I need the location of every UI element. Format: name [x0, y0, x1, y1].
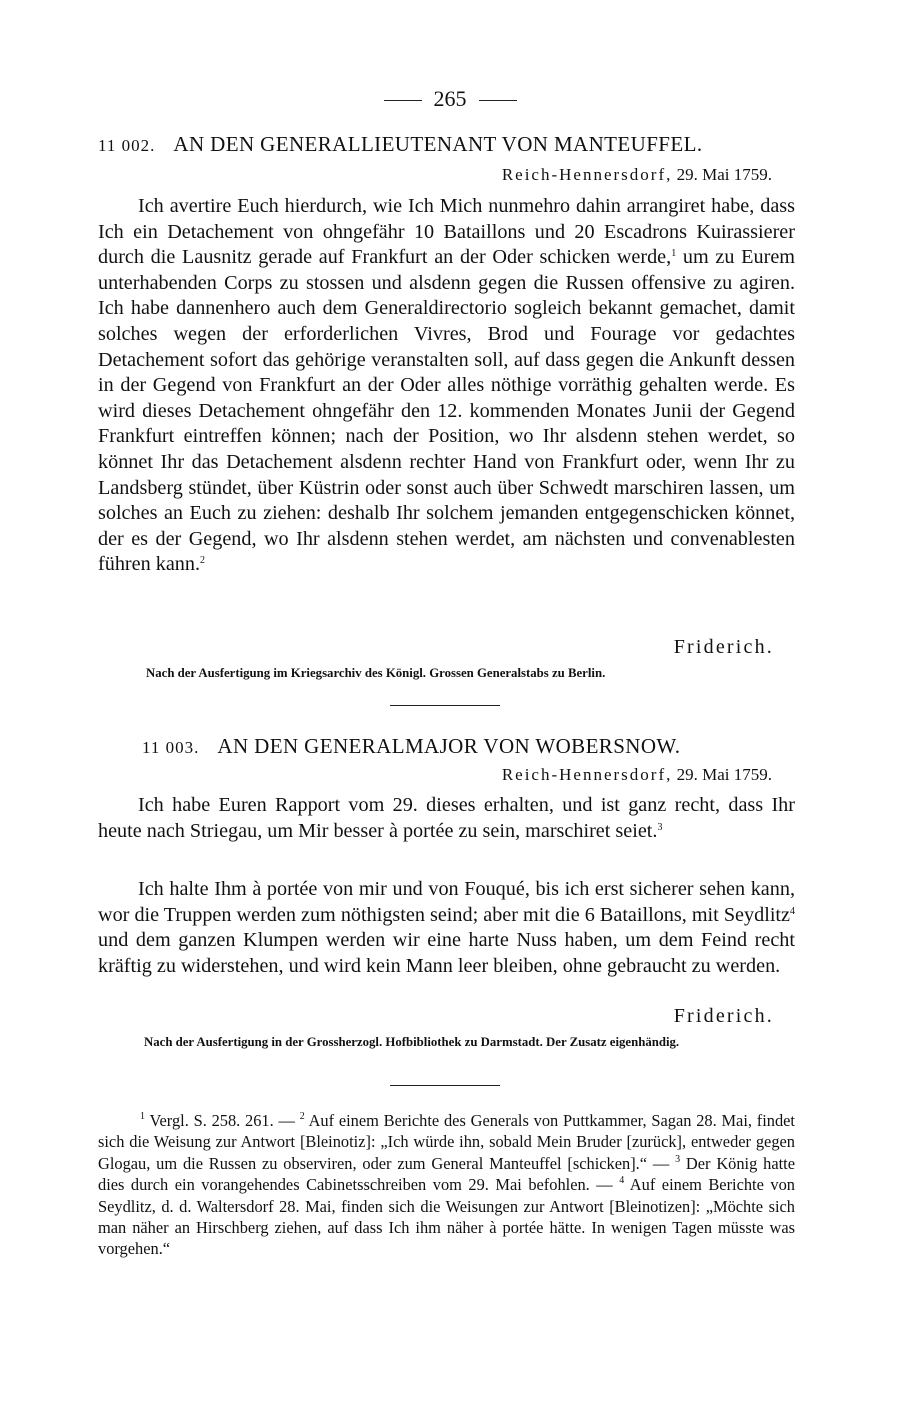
- section-divider: [390, 705, 500, 706]
- letter-2-paragraph-1: Ich habe Euren Rapport vom 29. dieses erhalten, und ist ganz recht, dass Ihr heute nach Striegau, um Mir besser à portée zu sein, marschiret seiet.$^3$: [98, 794, 795, 842]
- letter-2-dateline: [502, 765, 772, 785]
- page-number-dash-right: [479, 100, 517, 101]
- letter-2-source-note: Nach der Ausfertigung in der Grossherzogl. Hofbibliothek zu Darmstadt. Der Zusatz eigenhändig.: [144, 1035, 680, 1049]
- letter-1-body: Ich avertire Euch hierdurch, wie Ich Mich nunmehro dahin arrangiret habe, dass Ich ein Detachement von ohngefähr 10 Bataillons und 20 Escadrons Kuirassierer durch die Lausnitz gerade auf Frankfurt an der Oder schicken werde,$^1$ um zu Eurem unterhabenden Corps zu stossen und alsdenn gegen die Russen offensive zu agiren. Ich habe dannenhero auch dem Generaldirectorio sogleich bekannt gemachet, damit solches wegen der erforderlichen Vivres, Brod und Fourage vor gedachtes Detachement sofort das gehörige veranstalten soll, auf dass gegen die Ankunft dessen in der Gegend von Frankfurt an der Oder alles nöthige vorräthig gehalten werde. Es wird dieses Detachement ohngefähr den 12. kommenden Monates Junii der Gegend Frankfurt eintreffen können; nach der Position, wo Ihr alsdenn stehen werdet, so könnet Ihr das Detachement alsdenn rechter Hand von Frankfurt oder, wenn Ihr zu Landsberg stündet, über Küstrin oder sonst auch über Schwedt marschiren lassen, um solches an Euch zu ziehen: deshalb Ihr solchem jemanden entgegenschicken könnet, der es der Gegend, wo Ihr alsdenn stehen werdet, am nächsten und convenablesten führen kann.$^2$: [98, 195, 795, 576]
- footnote-ref-4: 4: [790, 905, 795, 917]
- letter-2-signature: Friderich.: [673, 1005, 774, 1027]
- footnote-marker-2: 2: [299, 1111, 305, 1122]
- footnote-marker-4: 4: [619, 1175, 625, 1187]
- footnote-marker-3: 3: [675, 1153, 681, 1165]
- page-number: 265: [0, 86, 900, 112]
- letter-1-source-note: Nach der Ausfertigung im Kriegsarchiv des Königl. Grossen Generalstabs zu Berlin.: [146, 666, 606, 680]
- letter-2-title: AN DEN GENERALMAJOR VON WOBERSNOW.: [217, 734, 681, 758]
- footnote-divider: [390, 1085, 500, 1086]
- letter-1-heading: [98, 132, 702, 157]
- footnote-ref-1: 1: [671, 248, 677, 260]
- footnote-ref-2: 2: [200, 555, 206, 567]
- letter-2-place: Reich-Hennersdorf,: [501, 765, 673, 784]
- letter-1-title: AN DEN GENERALLIEUTENANT VON MANTEUFFEL.: [173, 132, 703, 156]
- footnote-ref-3: 3: [657, 821, 663, 833]
- footnotes: $^1$ Vergl. S. 258. 261. — $^2$ Auf einem Berichte des Generals von Puttkammer, Sagan 28. Mai, findet sich die Weisung zur Antwort [Bleinotiz]: „Ich würde ihn, sobald Mein Bruder [zurück], entweder gegen Glogau, um die Russen zu observiren, oder zum General Manteuffel [schicken].“ — $^3$ Der König hatte dies durch ein vorangehendes Cabinetsschreiben vom 29. Mai befohlen. — $^4$ Auf einem Berichte von Seydlitz, d. d. Waltersdorf 28. Mai, finden sich die Weisungen zur Antwort [Bleinotizen]: „Möchte sich man näher an Hirschberg ziehen, auf dass Ich ihm näher à portée hätte. In wenigen Tagen müsste was vorgehen.“: [98, 1111, 795, 1259]
- letter-2-number: 11 003.: [142, 738, 200, 757]
- letter-1-number: 11 002.: [98, 136, 156, 155]
- letter-1-place: Reich-Hennersdorf,: [501, 165, 673, 184]
- letter-1-date: 29. Mai 1759.: [676, 165, 772, 184]
- footnote-marker-1: 1: [140, 1111, 145, 1122]
- page-number-dash-left: [384, 100, 422, 101]
- letter-2-date: 29. Mai 1759.: [676, 765, 772, 784]
- letter-2-heading: [142, 734, 680, 759]
- letter-1-signature: Friderich.: [673, 636, 774, 658]
- letter-2-paragraph-2: Ich halte Ihm à portée von mir und von Fouqué, bis ich erst sicherer sehen kann, wor die Truppen werden zum nöthigsten seind; aber mit die 6 Bataillons, mit Seydlitz$^4$ und dem ganzen Klumpen werden wir eine harte Nuss haben, um dem Feind recht kräftig zu widerstehen, und wird kein Mann leer bleiben, ohne gebraucht zu werden.: [98, 878, 795, 977]
- letter-1-dateline: [502, 165, 772, 185]
